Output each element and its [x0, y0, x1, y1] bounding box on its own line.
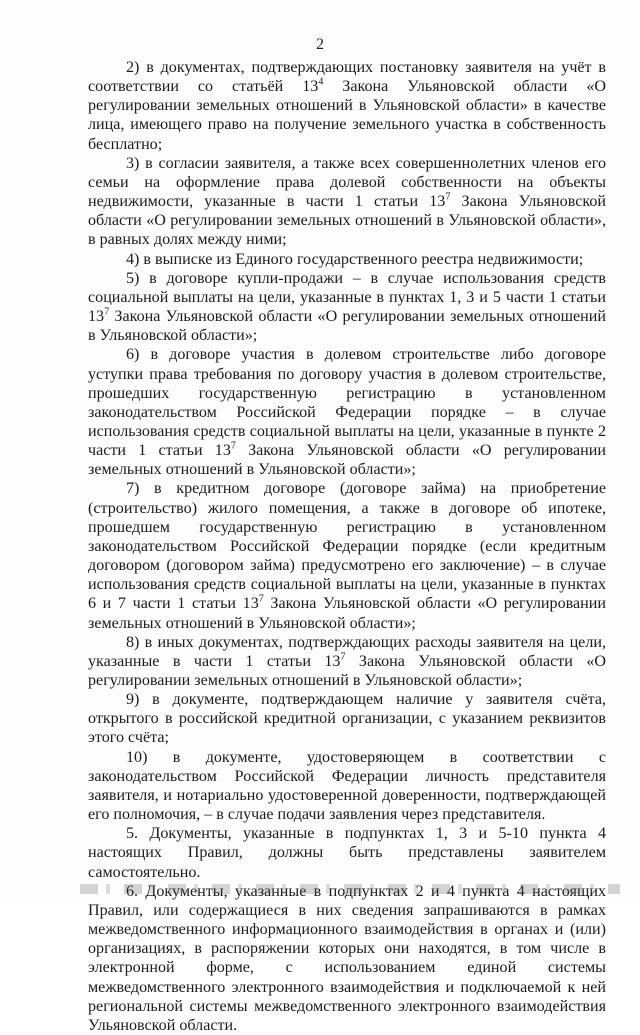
paragraph-text: Закона Ульяновской области «О регулировании земельных отношений в Ульяновской области»; — [88, 652, 606, 689]
paragraph-item-2 — [88, 58, 606, 154]
paragraph-text: 5) в договоре купли-продажи – в случае использования средств социальной выплаты на цели, указанные в пунктах 1, 3 и 5 части 1 статьи 13 — [88, 269, 606, 326]
paragraph-text: 5. Документы, указанные в подпунктах 1, 3 и 5-10 пункта 4 настоящих Правил, должны быть представлены заявителем самостоятельно. — [88, 825, 606, 881]
paragraph-item-8 — [88, 633, 606, 690]
paragraph-text: Закона Ульяновской области «О регулировании земельных отношений в Ульяновской области»; — [88, 308, 606, 345]
paragraph-text: Закона Ульяновской области «О регулировании земельных отношений в Ульяновской области»; — [88, 442, 606, 479]
paragraph-section-5 — [88, 824, 606, 881]
superscript: 7 — [445, 191, 451, 203]
paragraph-text: 2) в документах, подтверждающих постановку заявителя на учёт в соответствии со статьёй 13 — [88, 59, 606, 96]
paragraph-item-6 — [88, 345, 606, 479]
paragraph-text: 6. Документы, указанные в подпунктах 2 и 4 пункта 4 настоящих Правил, или содержащиеся в них сведения запрашиваются в рамках межведомственного информационного взаимодействия в органах и (или) организациях, в распоряжении которых они находятся, в том числе в электронной форме, с использованием единой системы межведомственного электронного взаимодействия и подключаемой к ней региональной системы межведомственного электронного взаимодействия Ульяновской области. — [88, 882, 606, 1034]
superscript: 7 — [230, 440, 236, 452]
paragraph-text: Закона Ульяновской области «О регулировании земельных отношений в Ульяновской области», в равных долях между ними; — [88, 193, 606, 249]
paragraph-text: 10) в документе, удостоверяющем в соответствии с законодательством Российской Федерации личность представителя заявителя, и нотариально удостоверенной доверенности, подтверждающей его полномочия, – в случае подачи заявления через представителя. — [88, 748, 606, 824]
superscript: 4 — [318, 76, 324, 88]
paragraph-text: 3) в согласии заявителя, а также всех совершеннолетних членов его семьи на оформление права долевой собственности на объекты недвижимости, указанные в части 1 статьи 13 — [88, 154, 606, 211]
superscript: 7 — [258, 594, 264, 606]
paragraph-text: 6) в договоре участия в долевом строительстве либо договоре уступки права требования по договору участия в долевом строительстве, прошедших государственную регистрацию в установленном законодательством Российской Федерации порядке – в случае использования средств социальной выплаты на цели, указанные в пункте 2 части 1 статьи 13 — [88, 346, 606, 460]
paragraph-text: Закона Ульяновской области «О регулировании земельных отношений в Ульяновской области» в качестве лица, имеющего право на получение земельного участка в собственность бесплатно; — [88, 78, 606, 153]
paragraph-text: Закона Ульяновской области «О регулировании земельных отношений в Ульяновской области»; — [88, 595, 606, 632]
paragraph-text: 4) в выписке из Единого государственного реестра недвижимости; — [126, 250, 584, 268]
scan-artifact — [80, 884, 620, 894]
paragraph-item-7 — [88, 479, 606, 632]
paragraph-item-9 — [88, 690, 606, 747]
superscript: 7 — [340, 651, 346, 663]
page-number: 2 — [316, 36, 324, 53]
paragraph-item-4 — [88, 250, 606, 269]
paragraph-item-10 — [88, 748, 606, 825]
paragraph-item-3 — [88, 154, 606, 250]
paragraph-item-5 — [88, 269, 606, 346]
paragraph-text: 8) в иных документах, подтверждающих расходы заявителя на цели, указанные в части 1 статьи 13 — [88, 633, 606, 670]
superscript: 7 — [104, 306, 110, 318]
paragraph-text: 7) в кредитном договоре (договоре займа) на приобретение (строительство) жилого помещения, а также в договоре об ипотеке, прошедшем государственную регистрацию в установленном законодательством Российской Федерации порядке (если кредитным договором (договором займа) предусмотрено его заключение) – в случае использования средств социальной выплаты на цели, указанные в пунктах 6 и 7 части 1 статьи 13 — [88, 480, 606, 613]
paragraph-text: 9) в документе, подтверждающем наличие у заявителя счёта, открытого в российской кредитной организации, с указанием реквизитов этого счёта; — [88, 691, 606, 747]
